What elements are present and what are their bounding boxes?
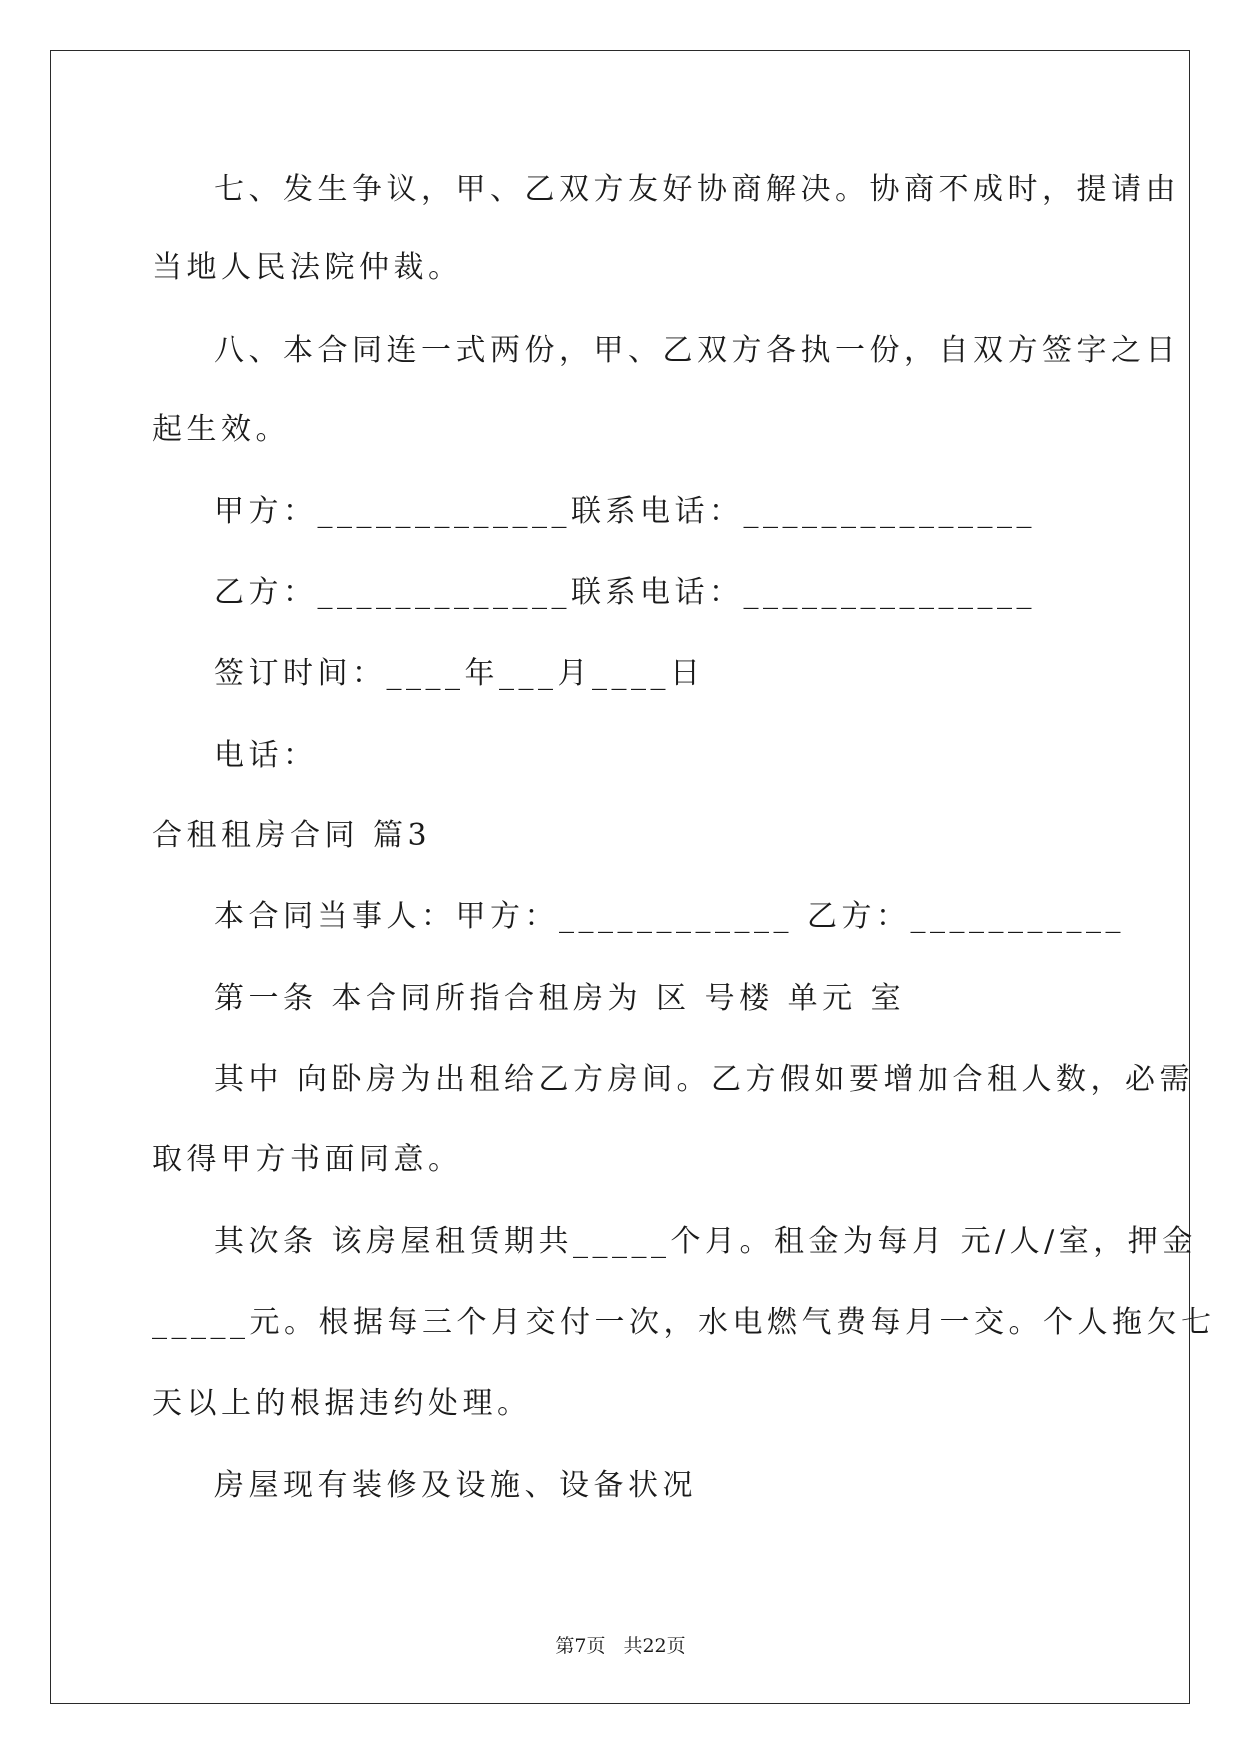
party-a-signature-line: 甲方：_____________联系电话：_______________ — [214, 494, 1036, 529]
article-2-line-1: 其次条 该房屋租赁期共_____个月。租金为每月 元/人/室，押金 — [214, 1224, 1197, 1259]
signing-date-line: 签订时间：____年___月____日 — [214, 656, 705, 691]
room-paragraph-line-2: 取得甲方书面同意。 — [152, 1142, 463, 1177]
article-2-line-3: 天以上的根据违约处理。 — [152, 1386, 532, 1421]
page-footer — [0, 1634, 1241, 1658]
paragraph-7-line-2: 当地人民法院仲裁。 — [152, 250, 463, 285]
paragraph-7-line-1: 七、发生争议，甲、乙双方友好协商解决。协商不成时，提请由 — [214, 172, 1180, 207]
phone-line: 电话： — [214, 738, 318, 773]
article-1-line: 第一条 本合同所指合租房为 区 号楼 单元 室 — [214, 981, 906, 1016]
paragraph-8-line-2: 起生效。 — [152, 412, 290, 447]
page-number: 第7页 — [555, 1635, 606, 1657]
room-paragraph-line-1: 其中 向卧房为出租给乙方房间。乙方假如要增加合租人数，必需 — [214, 1062, 1195, 1097]
article-2-line-2: _____元。根据每三个月交付一次，水电燃气费每月一交。个人拖欠七 — [152, 1305, 1216, 1340]
section-heading: 合租租房合同 篇3 — [152, 818, 432, 853]
parties-line: 本合同当事人：甲方：____________ 乙方：___________ — [214, 899, 1126, 934]
facilities-heading-line: 房屋现有装修及设施、设备状况 — [214, 1468, 697, 1503]
party-b-signature-line: 乙方：_____________联系电话：_______________ — [214, 575, 1036, 610]
paragraph-8-line-1: 八、本合同连一式两份，甲、乙双方各执一份，自双方签字之日 — [214, 333, 1180, 368]
total-pages: 共22页 — [623, 1635, 686, 1657]
page-border — [50, 50, 1190, 1704]
